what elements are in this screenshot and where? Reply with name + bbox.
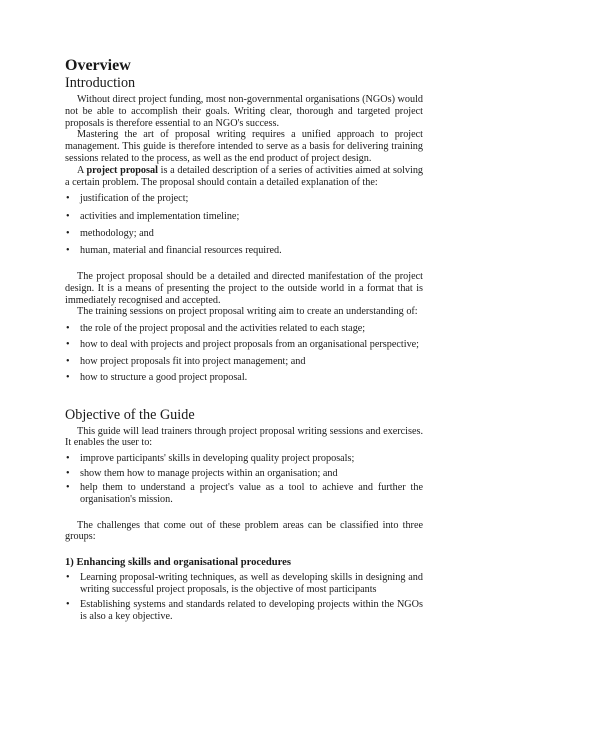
intro-paragraph-1: Without direct project funding, most non-governmental organisations (NGOs) would not be able to accomplish their goals. Writing clear, thorough and targeted project proposals is therefore essential to an NGO's success.: [65, 94, 423, 129]
intro-paragraph-4: The project proposal should be a detailed and directed manifestation of the project design. It is a means of presenting the project to the outside world in a format that is immediately recognised and accepted.: [65, 271, 423, 306]
list-item: • methodology; and: [66, 227, 154, 239]
introduction-heading: Introduction: [65, 75, 136, 91]
bullet-icon: •: [66, 339, 70, 351]
list-item: • show them how to manage projects within an organisation; and: [66, 467, 338, 479]
list-item: • human, material and financial resources required.: [66, 245, 282, 257]
objective-list: [65, 453, 423, 505]
proposal-contents-list: [65, 193, 423, 257]
bullet-icon: •: [66, 323, 70, 335]
intro-paragraph-5: The training sessions on project proposal writing aim to create an understanding of:: [77, 306, 418, 318]
list-item: • Learning proposal-writing techniques, as well as developing skills in designing and writing successful project proposals, is the objective of most participants: [66, 572, 423, 595]
training-aims-list: [65, 323, 423, 383]
objective-heading: Objective of the Guide: [65, 406, 195, 423]
objective-paragraph-1: This guide will lead trainers through project proposal writing sessions and exercises. It enables the user to:: [65, 425, 423, 449]
list-item: • help them to understand a project's value as a tool to achieve and further the organisation's mission.: [66, 481, 423, 505]
enhancing-skills-heading: 1) Enhancing skills and organisational procedures: [65, 557, 291, 569]
project-proposal-term: project proposal: [86, 164, 158, 176]
objective-paragraph-2: The challenges that come out of these problem areas can be classified into three groups:: [65, 519, 423, 543]
bullet-icon: •: [66, 371, 70, 383]
list-item: • the role of the project proposal and the activities related to each stage;: [66, 323, 366, 335]
bullet-icon: •: [66, 467, 70, 479]
enhancing-list: [65, 572, 423, 623]
list-item: • activities and implementation timeline;: [66, 210, 240, 222]
bullet-icon: •: [66, 355, 70, 367]
bullet-icon: •: [66, 481, 70, 493]
list-item: • improve participants' skills in developing quality project proposals;: [66, 453, 355, 465]
intro-paragraph-2: Mastering the art of proposal writing requires a unified approach to project management. This guide is therefore intended to serve as a basis for delivering training sessions related to the process, as well as the end product of project design.: [65, 129, 423, 164]
list-item: • Establishing systems and standards related to developing projects within the NGOs is also a key objective.: [66, 599, 423, 623]
bullet-icon: •: [66, 227, 70, 239]
bullet-icon: •: [66, 599, 70, 611]
bullet-icon: •: [66, 210, 70, 222]
bullet-icon: •: [66, 453, 70, 465]
overview-title: Overview: [65, 57, 131, 74]
document-body: [65, 56, 423, 627]
list-item: • how to deal with projects and project proposals from an organisational perspective;: [66, 339, 420, 351]
list-item: • how project proposals fit into project management; and: [66, 355, 306, 367]
intro-paragraph-3: [65, 165, 423, 189]
intro-p3-rest: is a detailed description of a series of activities aimed at solving a certain problem. The proposal should contain a detailed explanation of the:: [65, 164, 424, 188]
list-item: • justification of the project;: [66, 193, 189, 205]
list-item: • how to structure a good project proposal.: [66, 371, 248, 383]
bullet-icon: •: [66, 193, 70, 205]
bullet-icon: •: [66, 572, 70, 584]
bullet-icon: •: [66, 245, 70, 257]
intro-p3-prefix: A: [77, 164, 84, 176]
